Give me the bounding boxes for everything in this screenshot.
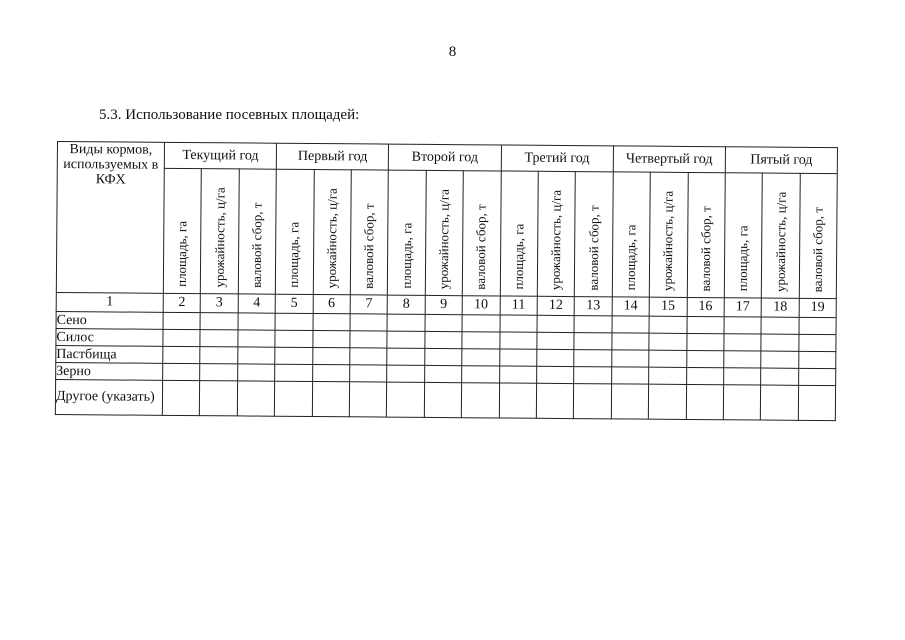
- empty-cell: [349, 382, 387, 417]
- empty-cell: [462, 349, 500, 366]
- subcolumn-label: урожайность, ц/га: [547, 189, 564, 290]
- column-number: 16: [687, 297, 725, 316]
- empty-cell: [163, 363, 201, 380]
- column-number: 15: [649, 297, 687, 316]
- empty-cell: [461, 383, 499, 418]
- column-number: 12: [537, 296, 575, 315]
- empty-cell: [350, 314, 388, 331]
- subcolumn-header: [799, 174, 837, 299]
- subcolumn-label: урожайность, ц/га: [211, 187, 228, 288]
- column-number: 8: [388, 295, 426, 314]
- empty-cell: [537, 366, 575, 383]
- empty-cell: [648, 384, 686, 419]
- empty-cell: [537, 332, 575, 349]
- empty-cell: [612, 316, 650, 333]
- column-number: 11: [500, 296, 538, 315]
- subcolumn-label: валовой сбор, т: [361, 203, 377, 289]
- subcolumn-label: валовой сбор, т: [809, 206, 826, 293]
- column-number: 3: [201, 294, 239, 313]
- empty-cell: [499, 349, 537, 366]
- column-number: 18: [761, 298, 799, 317]
- column-number: 4: [238, 294, 276, 313]
- empty-cell: [425, 331, 463, 348]
- subcolumn-header: [238, 169, 276, 294]
- empty-cell: [163, 346, 201, 363]
- empty-cell: [499, 366, 537, 383]
- empty-cell: [387, 331, 425, 348]
- empty-cell: [387, 382, 425, 417]
- empty-cell: [761, 351, 799, 368]
- feed-type-label: Другое (указать): [55, 379, 162, 415]
- subcolumn-header: [163, 169, 201, 294]
- subcolumn-header: [649, 173, 687, 298]
- empty-cell: [275, 381, 313, 416]
- subcolumn-label: площадь, га: [286, 221, 302, 288]
- empty-cell: [798, 385, 836, 420]
- subcolumn-header: [275, 170, 313, 295]
- empty-cell: [350, 365, 388, 382]
- empty-cell: [163, 329, 201, 346]
- empty-cell: [275, 330, 313, 347]
- subcolumn-header: [313, 170, 351, 295]
- feed-types-header: Виды кормов, используемых в КФХ: [56, 142, 164, 294]
- empty-cell: [687, 316, 725, 333]
- subcolumn-header: [201, 169, 239, 294]
- year-header: Четвертый год: [613, 146, 725, 173]
- year-header: Текущий год: [164, 142, 276, 169]
- empty-cell: [424, 348, 462, 365]
- feed-type-label: Зерно: [56, 362, 163, 380]
- subcolumn-header: [537, 172, 575, 297]
- feed-type-label: Пастбища: [56, 345, 163, 363]
- subcolumn-label: площадь, га: [510, 223, 527, 290]
- empty-cell: [536, 383, 574, 418]
- column-number: 17: [724, 298, 762, 317]
- empty-cell: [200, 347, 238, 364]
- empty-cell: [686, 367, 724, 384]
- subcolumn-label: валовой сбор, т: [585, 204, 602, 291]
- subcolumn-label: урожайность, ц/га: [660, 190, 676, 291]
- empty-cell: [238, 313, 276, 330]
- empty-cell: [724, 368, 762, 385]
- table-body: [55, 311, 836, 420]
- empty-cell: [724, 334, 762, 351]
- empty-cell: [350, 331, 388, 348]
- empty-cell: [611, 384, 649, 419]
- empty-cell: [312, 382, 350, 417]
- empty-cell: [499, 332, 537, 349]
- subcolumn-header: [762, 173, 800, 298]
- column-number: 2: [163, 293, 201, 312]
- empty-cell: [611, 350, 649, 367]
- empty-cell: [724, 317, 762, 334]
- empty-cell: [200, 330, 238, 347]
- subcolumn-header: [350, 170, 388, 295]
- empty-cell: [574, 367, 612, 384]
- empty-cell: [313, 314, 351, 331]
- column-number: 13: [574, 297, 612, 316]
- empty-cell: [799, 317, 837, 334]
- subcolumn-header: [425, 171, 463, 296]
- subcolumn-label: площадь, га: [734, 225, 751, 292]
- empty-cell: [798, 368, 836, 385]
- empty-cell: [387, 365, 425, 382]
- empty-cell: [537, 349, 575, 366]
- empty-cell: [200, 381, 238, 416]
- subcolumn-header: [388, 170, 426, 295]
- subcolumn-label: урожайность, ц/га: [435, 188, 452, 290]
- year-header: Пятый год: [725, 147, 837, 174]
- year-header: Первый год: [276, 143, 388, 170]
- subcolumn-label: площадь, га: [174, 221, 190, 288]
- empty-cell: [275, 347, 313, 364]
- empty-cell: [237, 364, 275, 381]
- subcolumn-header: [575, 172, 613, 297]
- empty-cell: [537, 315, 575, 332]
- empty-cell: [200, 313, 238, 330]
- subcolumn-header: [724, 173, 762, 298]
- subcolumn-header: [612, 172, 650, 297]
- empty-cell: [424, 382, 462, 417]
- empty-cell: [574, 350, 612, 367]
- table-row: [55, 379, 835, 420]
- empty-cell: [387, 348, 425, 365]
- empty-cell: [611, 367, 649, 384]
- column-number: 5: [275, 294, 313, 313]
- empty-cell: [649, 350, 687, 367]
- empty-cell: [312, 331, 350, 348]
- column-number: 6: [313, 295, 351, 314]
- empty-cell: [761, 368, 799, 385]
- empty-cell: [275, 313, 313, 330]
- crop-usage-table: [55, 141, 838, 421]
- empty-cell: [312, 348, 350, 365]
- section-title: 5.3. Использование посевных площадей:: [99, 107, 360, 123]
- empty-cell: [649, 333, 687, 350]
- column-number: 1: [56, 292, 163, 312]
- empty-cell: [574, 333, 612, 350]
- column-number: 19: [799, 298, 837, 317]
- empty-cell: [686, 384, 724, 419]
- column-number: 9: [425, 295, 463, 314]
- empty-cell: [200, 364, 238, 381]
- empty-cell: [649, 316, 687, 333]
- page-number: 8: [448, 44, 457, 60]
- subcolumn-header: [687, 173, 725, 298]
- empty-cell: [387, 314, 425, 331]
- subcolumn-header: [500, 171, 538, 296]
- empty-cell: [350, 348, 388, 365]
- subheader-row: [56, 168, 837, 299]
- empty-cell: [612, 333, 650, 350]
- empty-cell: [574, 384, 612, 419]
- column-number: 7: [350, 295, 388, 314]
- column-number: 10: [462, 296, 500, 315]
- subcolumn-label: валовой сбор, т: [697, 205, 714, 292]
- subcolumn-label: валовой сбор, т: [473, 203, 489, 290]
- subcolumn-label: урожайность, ц/га: [323, 187, 340, 289]
- empty-cell: [237, 381, 275, 416]
- empty-cell: [424, 365, 462, 382]
- empty-cell: [799, 334, 837, 351]
- empty-cell: [761, 385, 799, 420]
- year-header: Третий год: [501, 145, 613, 172]
- empty-cell: [574, 316, 612, 333]
- empty-cell: [686, 350, 724, 367]
- empty-cell: [500, 315, 538, 332]
- subcolumn-header: [462, 171, 500, 296]
- empty-cell: [723, 385, 761, 420]
- empty-cell: [238, 330, 276, 347]
- empty-cell: [649, 367, 687, 384]
- subcolumn-label: урожайность, ц/га: [772, 191, 789, 292]
- column-number: 14: [612, 297, 650, 316]
- empty-cell: [312, 365, 350, 382]
- empty-cell: [499, 383, 537, 418]
- empty-cell: [163, 312, 201, 329]
- subcolumn-label: площадь, га: [398, 222, 414, 289]
- empty-cell: [238, 347, 276, 364]
- empty-cell: [798, 351, 836, 368]
- subcolumn-label: валовой сбор, т: [248, 202, 265, 288]
- empty-cell: [275, 364, 313, 381]
- empty-cell: [686, 333, 724, 350]
- empty-cell: [462, 332, 500, 349]
- empty-cell: [162, 380, 200, 415]
- empty-cell: [425, 314, 463, 331]
- empty-cell: [761, 334, 799, 351]
- empty-cell: [724, 351, 762, 368]
- feed-type-label: Сено: [56, 311, 163, 329]
- empty-cell: [462, 315, 500, 332]
- year-header: Второй год: [389, 144, 501, 171]
- empty-cell: [761, 317, 799, 334]
- subcolumn-label: площадь, га: [622, 224, 639, 291]
- feed-type-label: Силос: [56, 328, 163, 346]
- empty-cell: [462, 366, 500, 383]
